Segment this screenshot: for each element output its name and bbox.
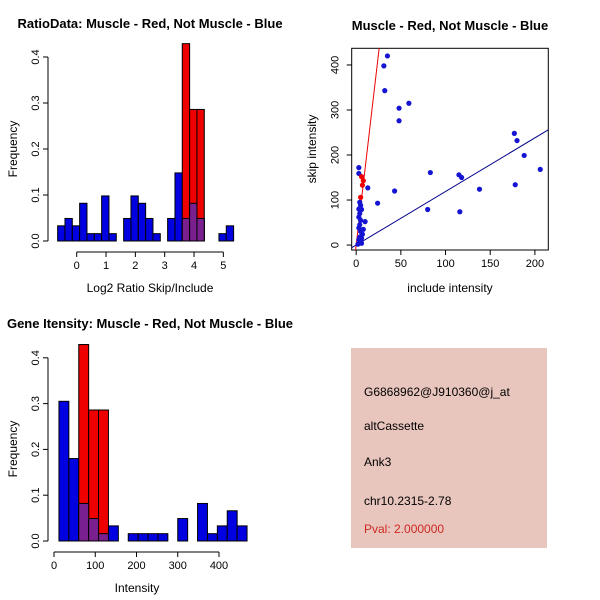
- blue-hist-bar: [124, 218, 131, 241]
- blue-hist-bar: [158, 534, 168, 541]
- x-tick-label: 2: [132, 260, 139, 272]
- x-tick-label: 400: [209, 560, 229, 572]
- blue-hist-bar: [87, 234, 94, 241]
- y-tick-label: 0.2: [30, 141, 42, 157]
- red-hist-bar: [99, 410, 109, 541]
- scatter-point-blue: [406, 101, 411, 106]
- info-panel: [300, 300, 600, 600]
- x-tick-label: 0: [73, 260, 80, 272]
- scatter-point-blue: [457, 209, 462, 214]
- y-tick-label: 0.1: [30, 187, 42, 203]
- scatter-point-blue: [538, 167, 543, 172]
- chart-title: Gene Itensity: Muscle - Red, Not Muscle - Blue: [6, 316, 294, 331]
- x-tick-label: 3: [161, 260, 168, 272]
- scatter-point-blue: [477, 187, 482, 192]
- probe-id-text: G6868962@J910360@j_at: [364, 385, 510, 399]
- y-tick-label: 200: [329, 145, 342, 165]
- y-tick-label: 0.3: [30, 395, 42, 412]
- y-tick-label: 0.1: [30, 487, 42, 503]
- blue-hist-bar: [58, 226, 65, 241]
- scatter-plot: [300, 0, 600, 300]
- chart-title: RatioData: Muscle - Red, Not Muscle - Blue: [17, 16, 283, 31]
- x-tick-label: 1: [102, 260, 110, 272]
- scatter-point-blue: [375, 201, 380, 206]
- blue-hist-bar: [237, 526, 247, 541]
- x-tick-label: 200: [127, 560, 146, 572]
- scatter-point-blue: [365, 185, 370, 190]
- x-tick-label: 100: [436, 258, 455, 270]
- blue-hist-bar: [148, 534, 158, 541]
- scatter-point-red: [360, 183, 365, 188]
- y-tick-label: 0.0: [30, 533, 42, 549]
- blue-hist-bar: [175, 173, 182, 241]
- blue-hist-bar: [69, 459, 79, 541]
- gene-histogram-panel: [0, 300, 300, 600]
- overlap-hist-bar: [99, 534, 109, 541]
- blue-hist-bar: [146, 218, 153, 241]
- scatter-point-blue: [428, 170, 433, 175]
- overlap-hist-bar: [197, 218, 204, 241]
- pval-text: Pval: 2.000000: [364, 522, 445, 536]
- x-tick-label: 150: [481, 258, 500, 270]
- scatter-point-blue: [363, 219, 368, 224]
- scatter-point-blue: [392, 188, 397, 193]
- blue-hist-bar: [153, 234, 160, 241]
- overlap-hist-bar: [79, 503, 89, 541]
- blue-hist-bar: [219, 234, 226, 241]
- y-axis-label: Frequency: [6, 420, 20, 478]
- blue-hist-bar: [138, 203, 145, 241]
- scatter-point-blue: [356, 165, 361, 170]
- plot-box: [352, 48, 549, 250]
- scatter-point-blue: [385, 53, 390, 58]
- blue-hist-bar: [128, 534, 138, 541]
- x-axis-label: Intensity: [114, 581, 160, 595]
- x-tick-label: 0: [353, 258, 360, 270]
- y-tick-label: 400: [329, 55, 342, 75]
- blue-hist-bar: [226, 226, 233, 241]
- blue-hist-bar: [65, 218, 72, 241]
- blue-hist-bar: [108, 526, 118, 541]
- y-tick-label: 0.0: [30, 233, 42, 249]
- y-tick-label: 0: [329, 241, 342, 249]
- blue-hist-bar: [102, 196, 109, 241]
- blue-hist-bar: [94, 234, 101, 241]
- blue-hist-bar: [198, 503, 208, 541]
- not-muscle-fit-line: [352, 130, 549, 248]
- blue-hist-bar: [168, 218, 175, 241]
- x-tick-label: 0: [50, 560, 58, 572]
- scatter-panel: [300, 0, 600, 300]
- scatter-point-red: [361, 178, 366, 183]
- y-tick-label: 0.2: [30, 441, 42, 458]
- scatter-point-blue: [396, 106, 401, 111]
- x-tick-label: 4: [190, 260, 198, 272]
- x-tick-label: 50: [394, 258, 407, 270]
- scatter-point-blue: [512, 131, 517, 136]
- scatter-point-blue: [361, 227, 366, 232]
- blue-hist-bar: [59, 401, 69, 541]
- y-tick-label: 0.3: [30, 95, 42, 111]
- overlap-hist-bar: [182, 218, 189, 241]
- blue-hist-bar: [80, 203, 87, 241]
- y-tick-label: 0.4: [30, 49, 42, 65]
- scatter-point-blue: [522, 153, 527, 158]
- chart-title: Muscle - Red, Not Muscle - Blue: [351, 18, 549, 33]
- scatter-point-blue: [381, 63, 386, 68]
- splice-type-text: altCassette: [364, 419, 425, 433]
- x-axis-label: Log2 Ratio Skip/Include: [86, 281, 214, 295]
- scatter-point-blue: [382, 88, 387, 93]
- blue-hist-bar: [109, 234, 116, 241]
- blue-hist-bar: [207, 534, 217, 541]
- y-tick-label: 300: [329, 100, 342, 120]
- x-axis-label: include intensity: [407, 281, 493, 295]
- x-tick-label: 300: [168, 560, 187, 572]
- x-tick-label: 5: [220, 260, 227, 272]
- blue-hist-bar: [178, 519, 188, 541]
- y-tick-label: 0.4: [30, 350, 43, 366]
- overlap-hist-bar: [190, 203, 197, 241]
- blue-hist-bar: [138, 534, 148, 541]
- y-axis-label: Frequency: [6, 120, 20, 178]
- blue-hist-bar: [131, 196, 138, 241]
- chromosome-location-text: chr10.2315-2.78: [364, 494, 452, 508]
- scatter-point-blue: [357, 222, 362, 227]
- gene-info-card: [351, 348, 547, 548]
- blue-hist-bar: [72, 226, 79, 241]
- scatter-point-blue: [514, 138, 519, 143]
- gene-name-text: Ank3: [364, 455, 392, 469]
- scatter-point-blue: [396, 118, 401, 123]
- gene-histogram-plot: [0, 300, 300, 600]
- ratio-histogram-panel: [0, 0, 300, 300]
- x-tick-label: 200: [525, 258, 545, 270]
- scatter-point-blue: [459, 175, 464, 180]
- scatter-point-blue: [425, 207, 430, 212]
- scatter-point-red: [358, 195, 363, 200]
- blue-hist-bar: [227, 511, 237, 541]
- y-tick-label: 100: [329, 190, 342, 210]
- x-tick-label: 100: [86, 560, 105, 572]
- scatter-point-blue: [357, 200, 362, 205]
- y-axis-label: skip intensity: [305, 114, 319, 184]
- red-hist-bar: [182, 44, 189, 241]
- overlap-hist-bar: [89, 519, 99, 541]
- ratio-histogram-plot: [0, 0, 300, 300]
- scatter-point-blue: [513, 182, 518, 187]
- blue-hist-bar: [217, 526, 227, 541]
